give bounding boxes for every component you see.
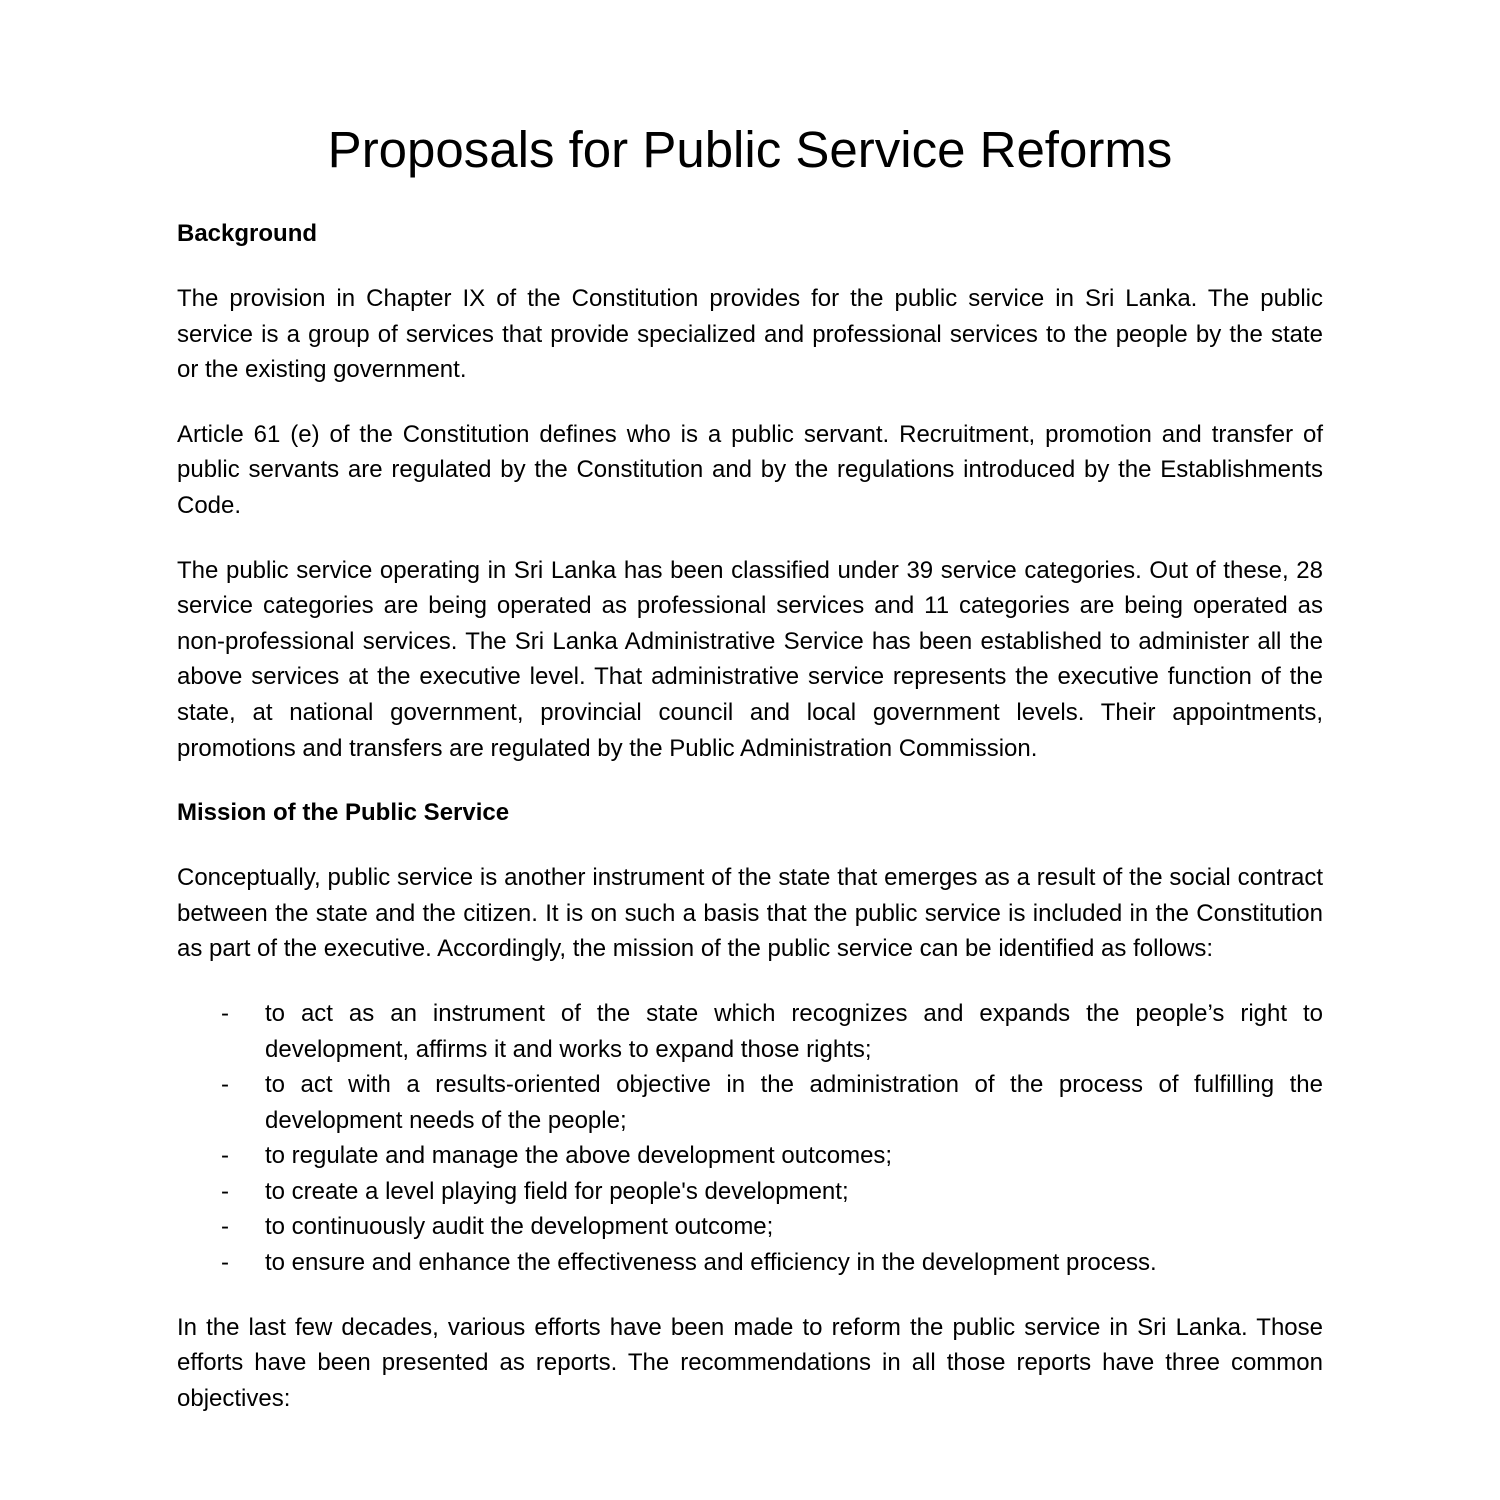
- document-body: [177, 216, 1323, 1445]
- list-item: [177, 996, 1323, 1067]
- section-mission: [177, 795, 1323, 1416]
- section-heading-background: Background: [177, 220, 318, 247]
- dash-bullet-icon: -: [221, 1213, 229, 1241]
- section-heading-mission: Mission of the Public Service: [177, 799, 510, 827]
- dash-bullet-icon: -: [221, 1142, 229, 1170]
- list-item-text: to act with a results-oriented objective in the administration of the process of fulfilling the development needs of the people;: [265, 1071, 1323, 1134]
- list-item-text: to ensure and enhance the effectiveness and efficiency in the development process.: [265, 1249, 1157, 1277]
- list-item-text: to create a level playing field for people's development;: [265, 1177, 849, 1205]
- dash-bullet-icon: -: [221, 1071, 229, 1099]
- mission-list: [177, 996, 1323, 1281]
- dash-bullet-icon: -: [221, 999, 229, 1027]
- list-item: [177, 1138, 1323, 1174]
- dash-bullet-icon: -: [221, 1249, 229, 1277]
- document-title: Proposals for Public Service Reforms: [327, 121, 1173, 178]
- dash-bullet-icon: -: [221, 1177, 229, 1205]
- list-item: [177, 1209, 1323, 1245]
- paragraph-article-61: Article 61 (e) of the Constitution defines who is a public servant. Recruitment, promotion and transfer of public servants are regulated by the Constitution and by the regulations introduced by the Establishments Code.: [177, 420, 1323, 519]
- paragraph-chapter-ix: The provision in Chapter IX of the Constitution provides for the public service in Sri Lanka. The public service is a group of services that provide specialized and professional services to the people by the state or the existing government.: [177, 285, 1323, 384]
- paragraph-mission-intro: Conceptually, public service is another instrument of the state that emerges as a result of the social contract between the state and the citizen. It is on such a basis that the public service is included in the Constitution as part of the executive. Accordingly, the mission of the public service can be identified as follows:: [177, 864, 1323, 963]
- list-item-text: to regulate and manage the above development outcomes;: [265, 1142, 893, 1170]
- list-item: [177, 1067, 1323, 1138]
- paragraph-service-categories: The public service operating in Sri Lanka has been classified under 39 service categories. Out of these, 28 service categories are being operated as professional services and 11 categories are being operated as non-professional services. The Sri Lanka Administrative Service has been established to administer all the above services at the executive level. That administrative service represents the executive function of the state, at national government, provincial council and local government levels. Their appointments, promotions and transfers are regulated by the Public Administration Commission.: [177, 556, 1323, 762]
- list-item: [177, 1174, 1323, 1210]
- section-background: [177, 216, 1323, 766]
- list-item-text: to continuously audit the development outcome;: [265, 1213, 774, 1241]
- list-item: [177, 1245, 1323, 1281]
- paragraph-reform-efforts: In the last few decades, various efforts have been made to reform the public service in Sri Lanka. Those efforts have been presented as reports. The recommendations in all those reports have three common objectives:: [177, 1313, 1323, 1412]
- list-item-text: to act as an instrument of the state which recognizes and expands the people’s right to development, affirms it and works to expand those rights;: [265, 999, 1323, 1063]
